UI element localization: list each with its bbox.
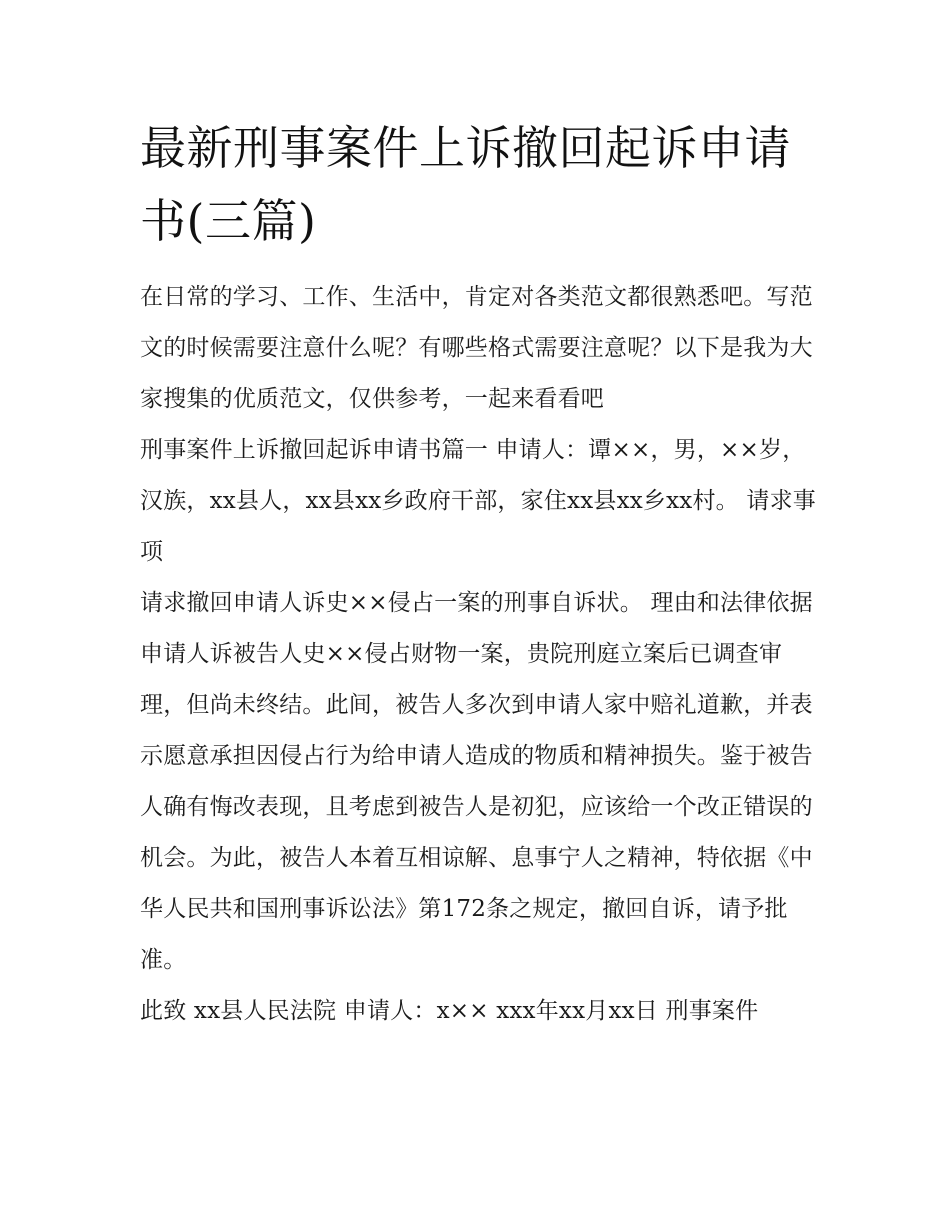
paragraph-intro: 在日常的学习、工作、生活中，肯定对各类范文都很熟悉吧。写范文的时候需要注意什么呢？有哪些格式需要注意呢？以下是我为大家搜集的优质范文，仅供参考，一起来看看吧 bbox=[140, 284, 813, 412]
paragraph-applicant: 刑事案件上诉撤回起诉申请书篇一 申请人：谭××，男，××岁，汉族，xx县人，xx县xx乡政府干部，家住xx县xx乡xx村。 请求事项 bbox=[140, 437, 816, 565]
document-title: 最新刑事案件上诉撤回起诉申请书(三篇) bbox=[140, 121, 791, 248]
paragraph-reasons: 申请人诉被告人史××侵占财物一案，贵院刑庭立案后已调查审理，但尚未终结。此间，被告人多次到申请人家中赔礼道歉，并表示愿意承担因侵占行为给申请人造成的物质和精神损失。鉴于被告人确有悔改表现，且考虑到被告人是初犯，应该给一个改正错误的机会。为此，被告人本着互相谅解、息事宁人之精神，特依据《中华人民共和国刑事诉讼法》第172条之规定，撤回自诉，请予批准。 bbox=[140, 641, 813, 973]
paragraph-request: 请求撤回申请人诉史××侵占一案的刑事自诉状。 理由和法律依据 bbox=[140, 590, 813, 616]
document-body bbox=[140, 112, 820, 1037]
paragraph-closing: 此致 xx县人民法院 申请人：x×× xxx年xx月xx日 刑事案件 bbox=[140, 998, 759, 1024]
